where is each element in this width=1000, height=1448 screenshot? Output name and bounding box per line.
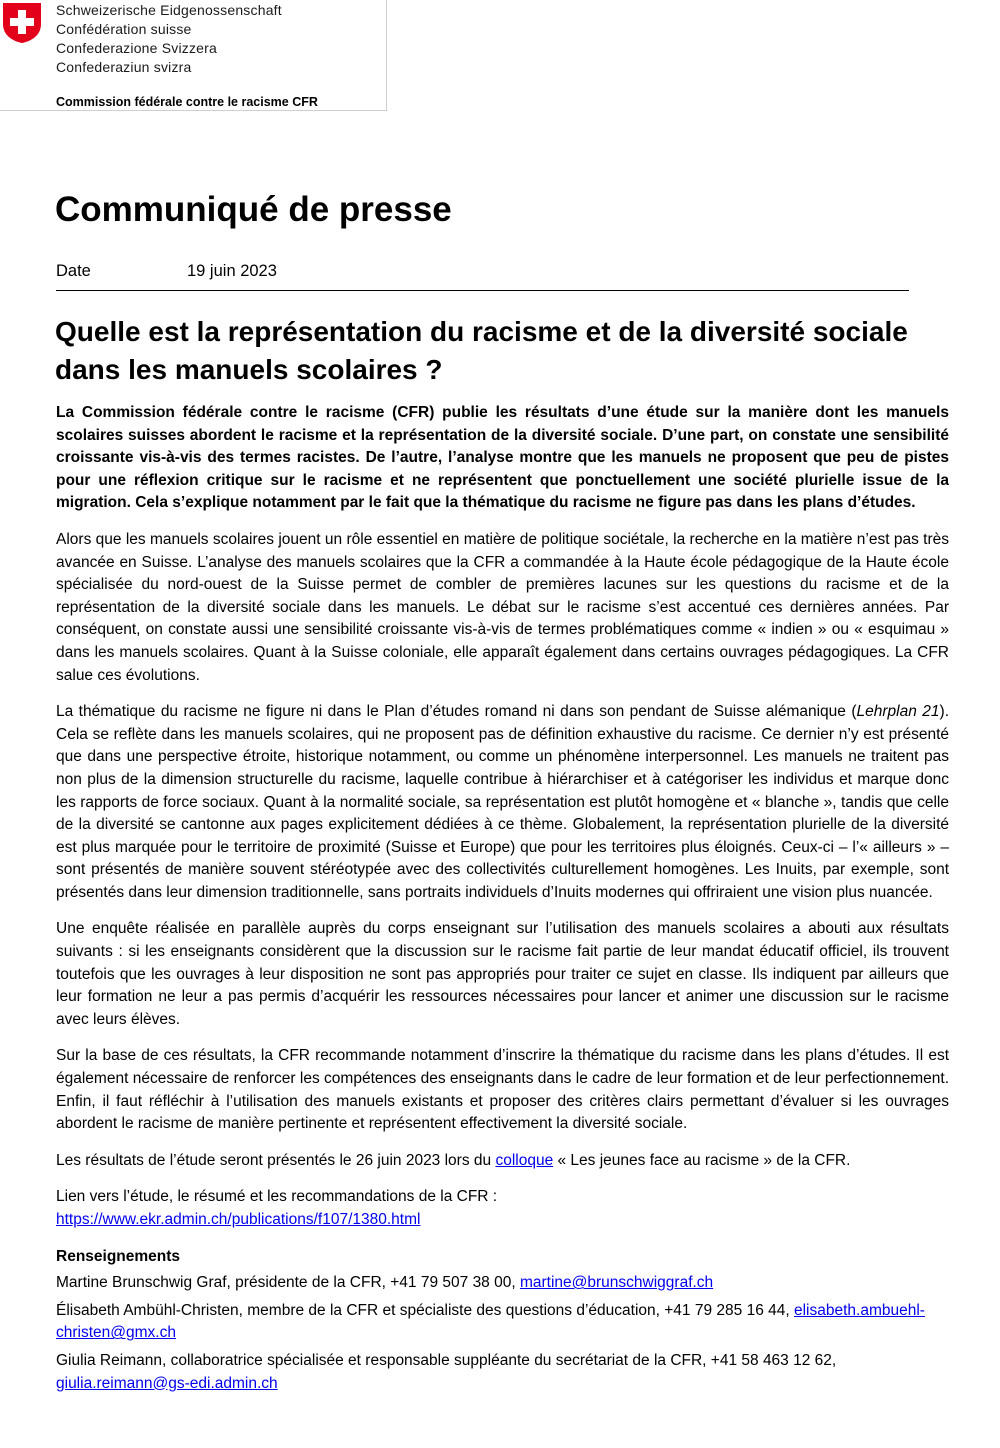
- contact-email-link[interactable]: elisabeth.ambuehl-christen@gmx.ch: [56, 1301, 925, 1342]
- paragraph-2-part-a: La thématique du racisme ne figure ni dans le Plan d’études romand ni dans son pendant de Suisse alémanique (: [56, 703, 857, 721]
- contact-text: Élisabeth Ambühl-Christen, membre de la CFR et spécialiste des questions d’éducation, +41 79 285 16 44,: [56, 1301, 794, 1319]
- headline: Quelle est la représentation du racisme et de la diversité sociale dans les manuels scolaires ?: [55, 316, 908, 385]
- paragraph-1: Alors que les manuels scolaires jouent un rôle essentiel en matière de politique sociétale, la recherche en la matière n’est pas très avancée en Suisse. L’analyse des manuels scolaires que la CFR a commandée à la Haute école pédagogique de la Haute école spécialisée du nord-ouest de la Suisse permet de combler de premières lacunes sur les questions du racisme et de la représentation de la diversité sociale dans les manuels. Le débat sur le racisme s’est accentué ces dernières années. Par conséquent, on constate aussi une sensibilité croissante vis-à-vis de termes problématiques comme « indien » ou « esquimau » dans les manuels scolaires. Quant à la Suisse coloniale, elle apparaît également dans certains ouvrages pédagogiques. La CFR salue ces évolutions.: [56, 530, 949, 684]
- colloque-link[interactable]: colloque: [495, 1151, 554, 1169]
- paragraph-5-part-a: Les résultats de l’étude seront présentés le 26 juin 2023 lors du: [56, 1151, 496, 1169]
- study-link[interactable]: https://www.ekr.admin.ch/publications/f107/1380.html: [56, 1211, 421, 1228]
- date-value: 19 juin 2023: [187, 262, 277, 280]
- confederation-name-de: Schweizerische Eidgenossenschaft: [56, 2, 282, 18]
- page-title: Communiqué de presse: [55, 190, 452, 229]
- paragraph-3: Une enquête réalisée en parallèle auprès du corps enseignant sur l’utilisation des manuels scolaires a abouti aux résultats suivants : si les enseignants considèrent que la discussion sur le racisme fait partie de leur mandat éducatif officiel, ils trouvent toutefois que les ouvrages à leur disposition ne sont pas appropriés pour traiter ce sujet en classe. Ils indiquent par ailleurs que leur formation ne leur a pas permis d’acquérir les ressources nécessaires pour lancer et animer une discussion sur le racisme avec leurs élèves.: [56, 920, 949, 1028]
- lead-paragraph: La Commission fédérale contre le racisme (CFR) publie les résultats d’une étude sur la manière dont les manuels scolaires suisses abordent le racisme et la représentation de la diversité sociale. D’une part, on constate une sensibilité croissante vis-à-vis des termes racistes. De l’autre, l’analyse montre que les manuels ne proposent que peu de pistes pour une réflexion critique sur le racisme et ne représentent que ponctuellement une société plurielle issue de la migration. Cela s’explique notamment par le fait que la thématique du racisme ne figure pas dans les plans d’études.: [56, 404, 949, 512]
- swiss-coat-of-arms-icon: [2, 2, 42, 44]
- divider: [56, 290, 909, 291]
- contact-email-link[interactable]: giulia.reimann@gs-edi.admin.ch: [56, 1374, 278, 1392]
- paragraph-4: Sur la base de ces résultats, la CFR recommande notamment d’inscrire la thématique du racisme dans les plans d’études. Il est également nécessaire de renforcer les compétences des enseignants dans le cadre de leur formation et de leur perfectionnement. Enfin, il faut réfléchir à l’utilisation des manuels existants et proposer des critères clairs permettant d’évaluer si les ouvrages abordent le racisme de manière pertinente et représentent effectivement la diversité sociale.: [56, 1047, 949, 1133]
- confederation-name-rm: Confederaziun svizra: [56, 59, 192, 75]
- paragraph-2: [56, 701, 949, 904]
- study-link-paragraph: [56, 1186, 949, 1231]
- paragraph-5: [56, 1150, 949, 1173]
- body-text: [56, 402, 949, 1400]
- contact-item: [56, 1272, 949, 1295]
- paragraph-2-part-b: ). Cela se reflète dans les manuels scolaires, qui ne proposent pas de définition exhaustive du racisme. Ce dernier n’y est présenté que dans une perspective étroite, historique notamment, ou comme un phénomène interpersonnel. Les manuels ne traitent pas non plus de la dimension structurelle du racisme, laquelle contribue à hiérarchiser et à catégoriser les individus et marque donc les rapports de force sociaux. Quant à la normalité sociale, sa représentation est plutôt homogène et « blanche », tandis que celle de la diversité se cantonne aux pages explicitement dédiées à ce thème. Globalement, la représentation plurielle de la diversité est plus marquée pour le territoire de proximité (Suisse et Europe) que pour les territoires plus éloignés. Ceux-ci – l’« ailleurs » – sont présentés de manière souvent stéréotypée avec des collectivités culturellement homogènes. Les Inuits, par exemple, sont présentés dans leur dimension traditionnelle, sans portraits individuels d’Inuits modernes qui offriraient une vision plus nuancée.: [56, 703, 949, 901]
- contact-text: Giulia Reimann, collaboratrice spécialisée et responsable suppléante du secrétariat de la CFR, +41 58 463 12 62,: [56, 1351, 837, 1369]
- confederation-name-fr: Confédération suisse: [56, 21, 192, 37]
- contact-item: [56, 1350, 949, 1395]
- date-label: Date: [56, 262, 91, 280]
- lehrplan-italic: Lehrplan 21: [856, 703, 940, 721]
- letterhead: [0, 0, 387, 111]
- contact-email-link[interactable]: martine@brunschwiggraf.ch: [519, 1274, 714, 1292]
- contact-text: Martine Brunschwig Graf, présidente de la CFR, +41 79 507 38 00,: [56, 1274, 520, 1292]
- confederation-name-it: Confederazione Svizzera: [56, 40, 218, 56]
- confederation-names: [56, 1, 282, 77]
- paragraph-5-part-b: « Les jeunes face au racisme » de la CFR.: [553, 1151, 851, 1169]
- contact-item: [56, 1300, 949, 1345]
- study-link-text: Lien vers l’étude, le résumé et les recommandations de la CFR :: [56, 1188, 498, 1206]
- info-heading: Renseignements: [56, 1247, 181, 1265]
- commission-name: Commission fédérale contre le racisme CFR: [56, 95, 318, 109]
